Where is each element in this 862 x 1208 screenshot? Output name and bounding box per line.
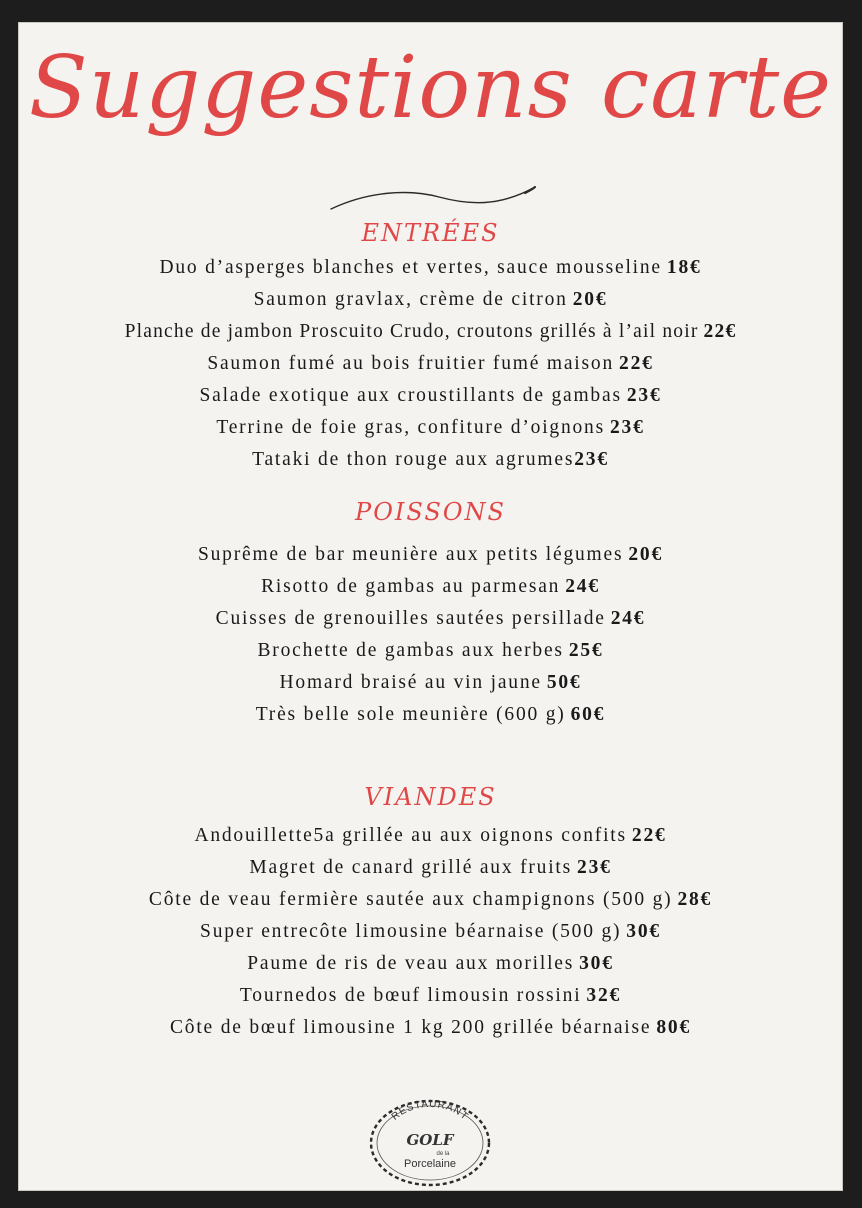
item-price: 60€ xyxy=(570,704,606,725)
item-name: Planche de jambon Proscuito Crudo, croutons grillés à l’ail noir xyxy=(124,321,699,342)
item-price: 23€ xyxy=(626,385,662,406)
viandes-list xyxy=(19,820,842,1044)
menu-item xyxy=(19,635,842,667)
restaurant-logo xyxy=(367,1097,493,1187)
item-name: Tataki de thon rouge aux agrumes xyxy=(252,449,575,470)
flourish-divider xyxy=(329,183,539,213)
menu-item xyxy=(19,284,842,316)
item-price: 23€ xyxy=(610,417,645,438)
item-name: Salade exotique aux croustillants de gambas xyxy=(199,385,622,406)
menu-item xyxy=(19,444,842,476)
item-price: 23€ xyxy=(577,857,612,878)
menu-item xyxy=(19,603,842,635)
item-name: Brochette de gambas aux herbes xyxy=(257,640,564,661)
menu-item xyxy=(19,884,842,916)
item-name: Saumon fumé au bois fruitier fumé maison xyxy=(207,353,615,374)
item-price: 25€ xyxy=(568,640,604,661)
item-name: Tournedos de bœuf limousin rossini xyxy=(239,985,582,1006)
menu-item xyxy=(19,948,842,980)
menu-item xyxy=(19,1012,842,1044)
item-name: Paume de ris de veau aux morilles xyxy=(247,953,575,974)
item-name: Risotto de gambas au parmesan xyxy=(261,576,561,597)
item-price: 80€ xyxy=(656,1017,691,1038)
item-name: Côte de veau fermière sautée aux champignons (500 g) xyxy=(148,889,673,910)
menu-item xyxy=(19,539,842,571)
item-name: Magret de canard grillé aux fruits xyxy=(249,857,573,878)
poissons-list xyxy=(19,539,842,731)
menu-item xyxy=(19,820,842,852)
menu-item xyxy=(19,571,842,603)
menu-item xyxy=(19,348,842,380)
item-price: 24€ xyxy=(610,608,646,629)
item-price: 18€ xyxy=(666,257,702,278)
item-price: 30€ xyxy=(626,921,661,942)
menu-item xyxy=(19,667,842,699)
menu-item xyxy=(19,316,842,348)
item-name: Très belle sole meunière (600 g) xyxy=(255,704,566,725)
item-name: Duo d’asperges blanches et vertes, sauce mousseline xyxy=(159,257,662,278)
menu-item xyxy=(19,252,842,284)
item-price: 23€ xyxy=(574,449,609,470)
item-price: 50€ xyxy=(546,672,582,693)
item-price: 32€ xyxy=(586,985,622,1006)
item-name: Suprême de bar meunière aux petits légumes xyxy=(197,544,624,565)
item-name: Homard braisé au vin jaune xyxy=(279,672,542,693)
section-title-entrees: ENTRÉES xyxy=(361,219,500,247)
item-name: Terrine de foie gras, confiture d’oignons xyxy=(216,417,605,438)
logo-name: Porcelaine xyxy=(404,1158,456,1170)
section-title-viandes: VIANDES xyxy=(364,783,497,811)
item-name: Cuisses de grenouilles sautées persillade xyxy=(215,608,606,629)
page-title: Suggestions carte xyxy=(28,38,833,138)
item-price: 28€ xyxy=(677,889,713,910)
menu-item xyxy=(19,699,842,731)
item-price: 22€ xyxy=(619,353,654,374)
item-name: Super entrecôte limousine béarnaise (500 g) xyxy=(200,921,622,942)
item-price: 20€ xyxy=(628,544,664,565)
menu-item xyxy=(19,412,842,444)
item-name: Saumon gravlax, crème de citron xyxy=(253,289,568,310)
item-name: Andouillette5a grillée au aux oignons confits xyxy=(194,825,627,846)
menu-item xyxy=(19,916,842,948)
logo-sub: de la xyxy=(436,1151,450,1157)
entrees-list xyxy=(19,252,842,476)
item-price: 30€ xyxy=(579,953,614,974)
logo-top-text: RESTAURANT xyxy=(389,1098,471,1123)
item-price: 22€ xyxy=(631,825,667,846)
item-price: 20€ xyxy=(572,289,608,310)
menu-item xyxy=(19,852,842,884)
item-name: Côte de bœuf limousine 1 kg 200 grillée béarnaise xyxy=(169,1017,652,1038)
menu-item xyxy=(19,980,842,1012)
section-title-poissons: POISSONS xyxy=(355,498,506,526)
logo-brand: GOLF xyxy=(406,1131,454,1149)
item-price: 22€ xyxy=(703,321,737,342)
menu-item xyxy=(19,380,842,412)
menu-page xyxy=(18,22,843,1191)
item-price: 24€ xyxy=(565,576,600,597)
